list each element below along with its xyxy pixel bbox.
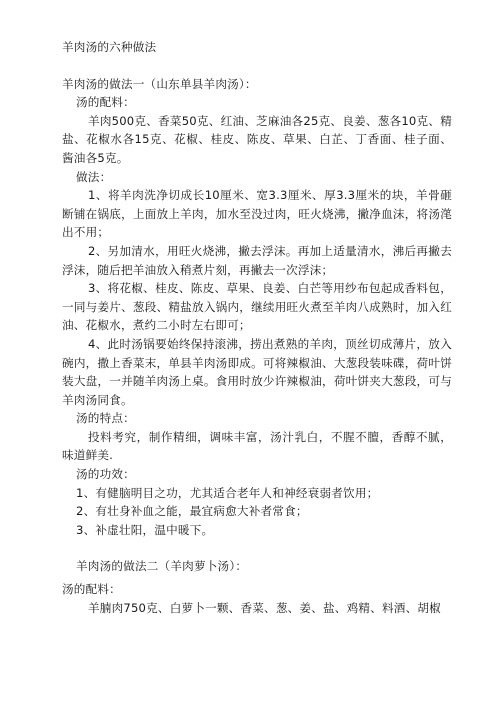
method1-effect: 3、补虚壮阳，温中暖下。 [76, 522, 214, 537]
method1-ingredients-text: 羊肉500克、香菜50克、红油、芝麻油各25克、良姜、葱各10克、精盐、花椒水各15克、花椒、桂皮、陈皮、草果、白芷、丁香面、桂子面、酱油各5克。 [62, 113, 452, 165]
method1-features-label: 汤的特点： [76, 411, 135, 426]
method1-steps-label: 做法： [76, 169, 112, 184]
method2-ingredients-label: 汤的配料： [62, 582, 121, 597]
method1-step: 2、另加清水，用旺火烧沸，撇去浮沫。再加上适量清水，沸后再撇去浮沫，随后把羊油放入稍煮片刻，再撇去一次浮沫； [62, 243, 452, 277]
method2-heading: 羊肉汤的做法二（羊肉萝卜汤）： [76, 559, 248, 574]
document-title: 羊肉汤的六种做法 [62, 40, 157, 54]
method1-step: 1、将羊肉洗净切成长10厘米、宽3.3厘米、厚3.3厘米的块，羊骨砸断铺在锅底，上面放上羊肉，加水至没过肉，旺火烧沸，撇净血沫，将汤滗出不用； [62, 188, 452, 240]
method1-ingredients-label: 汤的配料： [76, 95, 135, 110]
method1-effects-label: 汤的功效： [76, 467, 135, 482]
method1-step: 3、将花椒、桂皮、陈皮、草果、良姜、白芒等用纱布包起成香料包，一同与姜片、葱段、精盐放入锅内，继续用旺火煮至羊肉八成熟时，加入红油、花椒水，煮约二小时左右即可； [62, 281, 452, 333]
method2-ingredients-text: 羊腩肉750克、白萝卜一颗、香菜、葱、姜、盐、鸡精、料酒、胡椒 [88, 600, 441, 615]
method1-step: 4、此时汤锅要始终保持滚沸，捞出煮熟的羊肉，顶丝切成薄片，放入碗内，撒上香菜末，单县羊肉汤即成。可将辣椒油、大葱段装味碟，荷叶饼装大盘，一并随羊肉汤上桌。食用时放少许辣椒油，荷叶饼夹大葱段，可与羊肉汤同食。 [62, 336, 452, 407]
method1-features-text: 投料考究，制作精细，调味丰富，汤汁乳白，不腥不膻，香醇不腻，味道鲜美. [62, 429, 452, 463]
method1-effect: 1、有健脑明目之功，尤其适合老年人和神经衰弱者饮用； [76, 485, 379, 500]
method1-heading: 羊肉汤的做法一（山东单县羊肉汤）： [62, 76, 257, 91]
method1-effect: 2、有壮身补血之能，最宜病愈大补者常食； [76, 504, 308, 519]
